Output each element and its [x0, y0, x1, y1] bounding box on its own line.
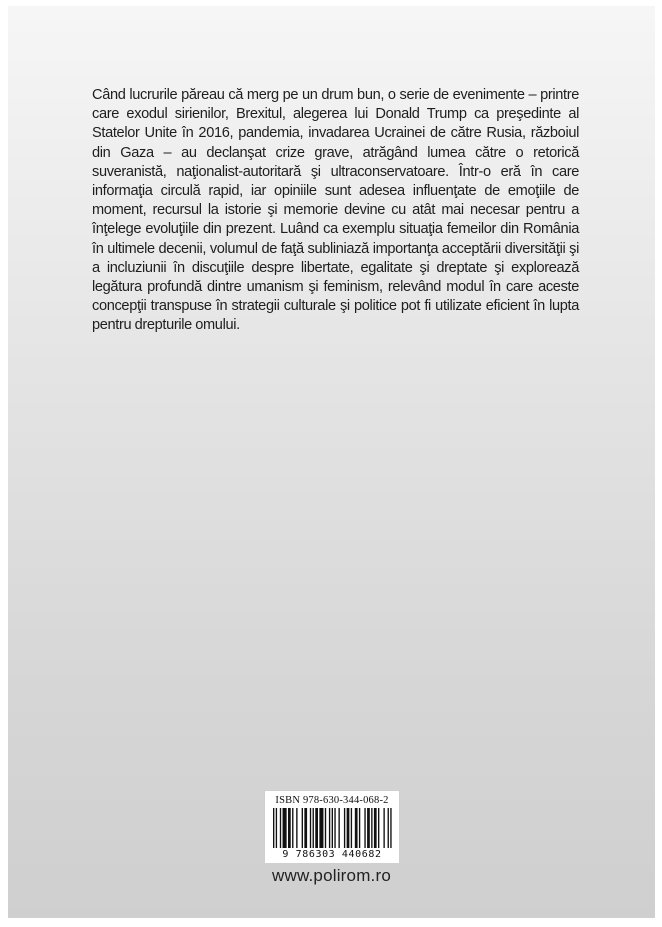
barcode-bars-icon — [273, 808, 393, 848]
back-cover — [8, 6, 655, 918]
isbn-label: ISBN 978-630-344-068-2 — [275, 795, 389, 806]
barcode-digits: 9 786303 440682 — [282, 849, 382, 860]
isbn-barcode — [264, 790, 400, 864]
publisher-website: www.polirom.ro — [272, 866, 391, 885]
blurb-text: Când lucrurile păreau că merg pe un drum bun, o serie de evenimente – printre care exodul sirienilor, Brexitul, alegerea lui Donald Trump ca preşedinte al Statelor Unite în 2016, pandemia, invadarea Ucrainei de către Rusia, războiul din Gaza – au declanşat crize grave, atrăgând lumea către o retorică suveranistă, naţionalist-autoritară şi ultraconservatoare. Într-o eră în care informaţia circulă rapid, iar opiniile sunt adesea influenţate de emoţiile de moment, recursul la istorie şi memorie devine cu atât mai necesar pentru a înţelege evoluţiile din prezent. Luând ca exemplu situaţia femeilor din România în ultimele decenii, volumul de faţă subliniază importanţa acceptării diversităţii şi a incluziunii în discuţiile despre libertate, egalitate şi dreptate şi explorează legătura profundă dintre umanism şi feminism, relevând modul în care aceste concepţii transpuse în strategii culturale şi politice pot fi utilizate eficient în lupta pentru drepturile omului. — [92, 87, 579, 334]
